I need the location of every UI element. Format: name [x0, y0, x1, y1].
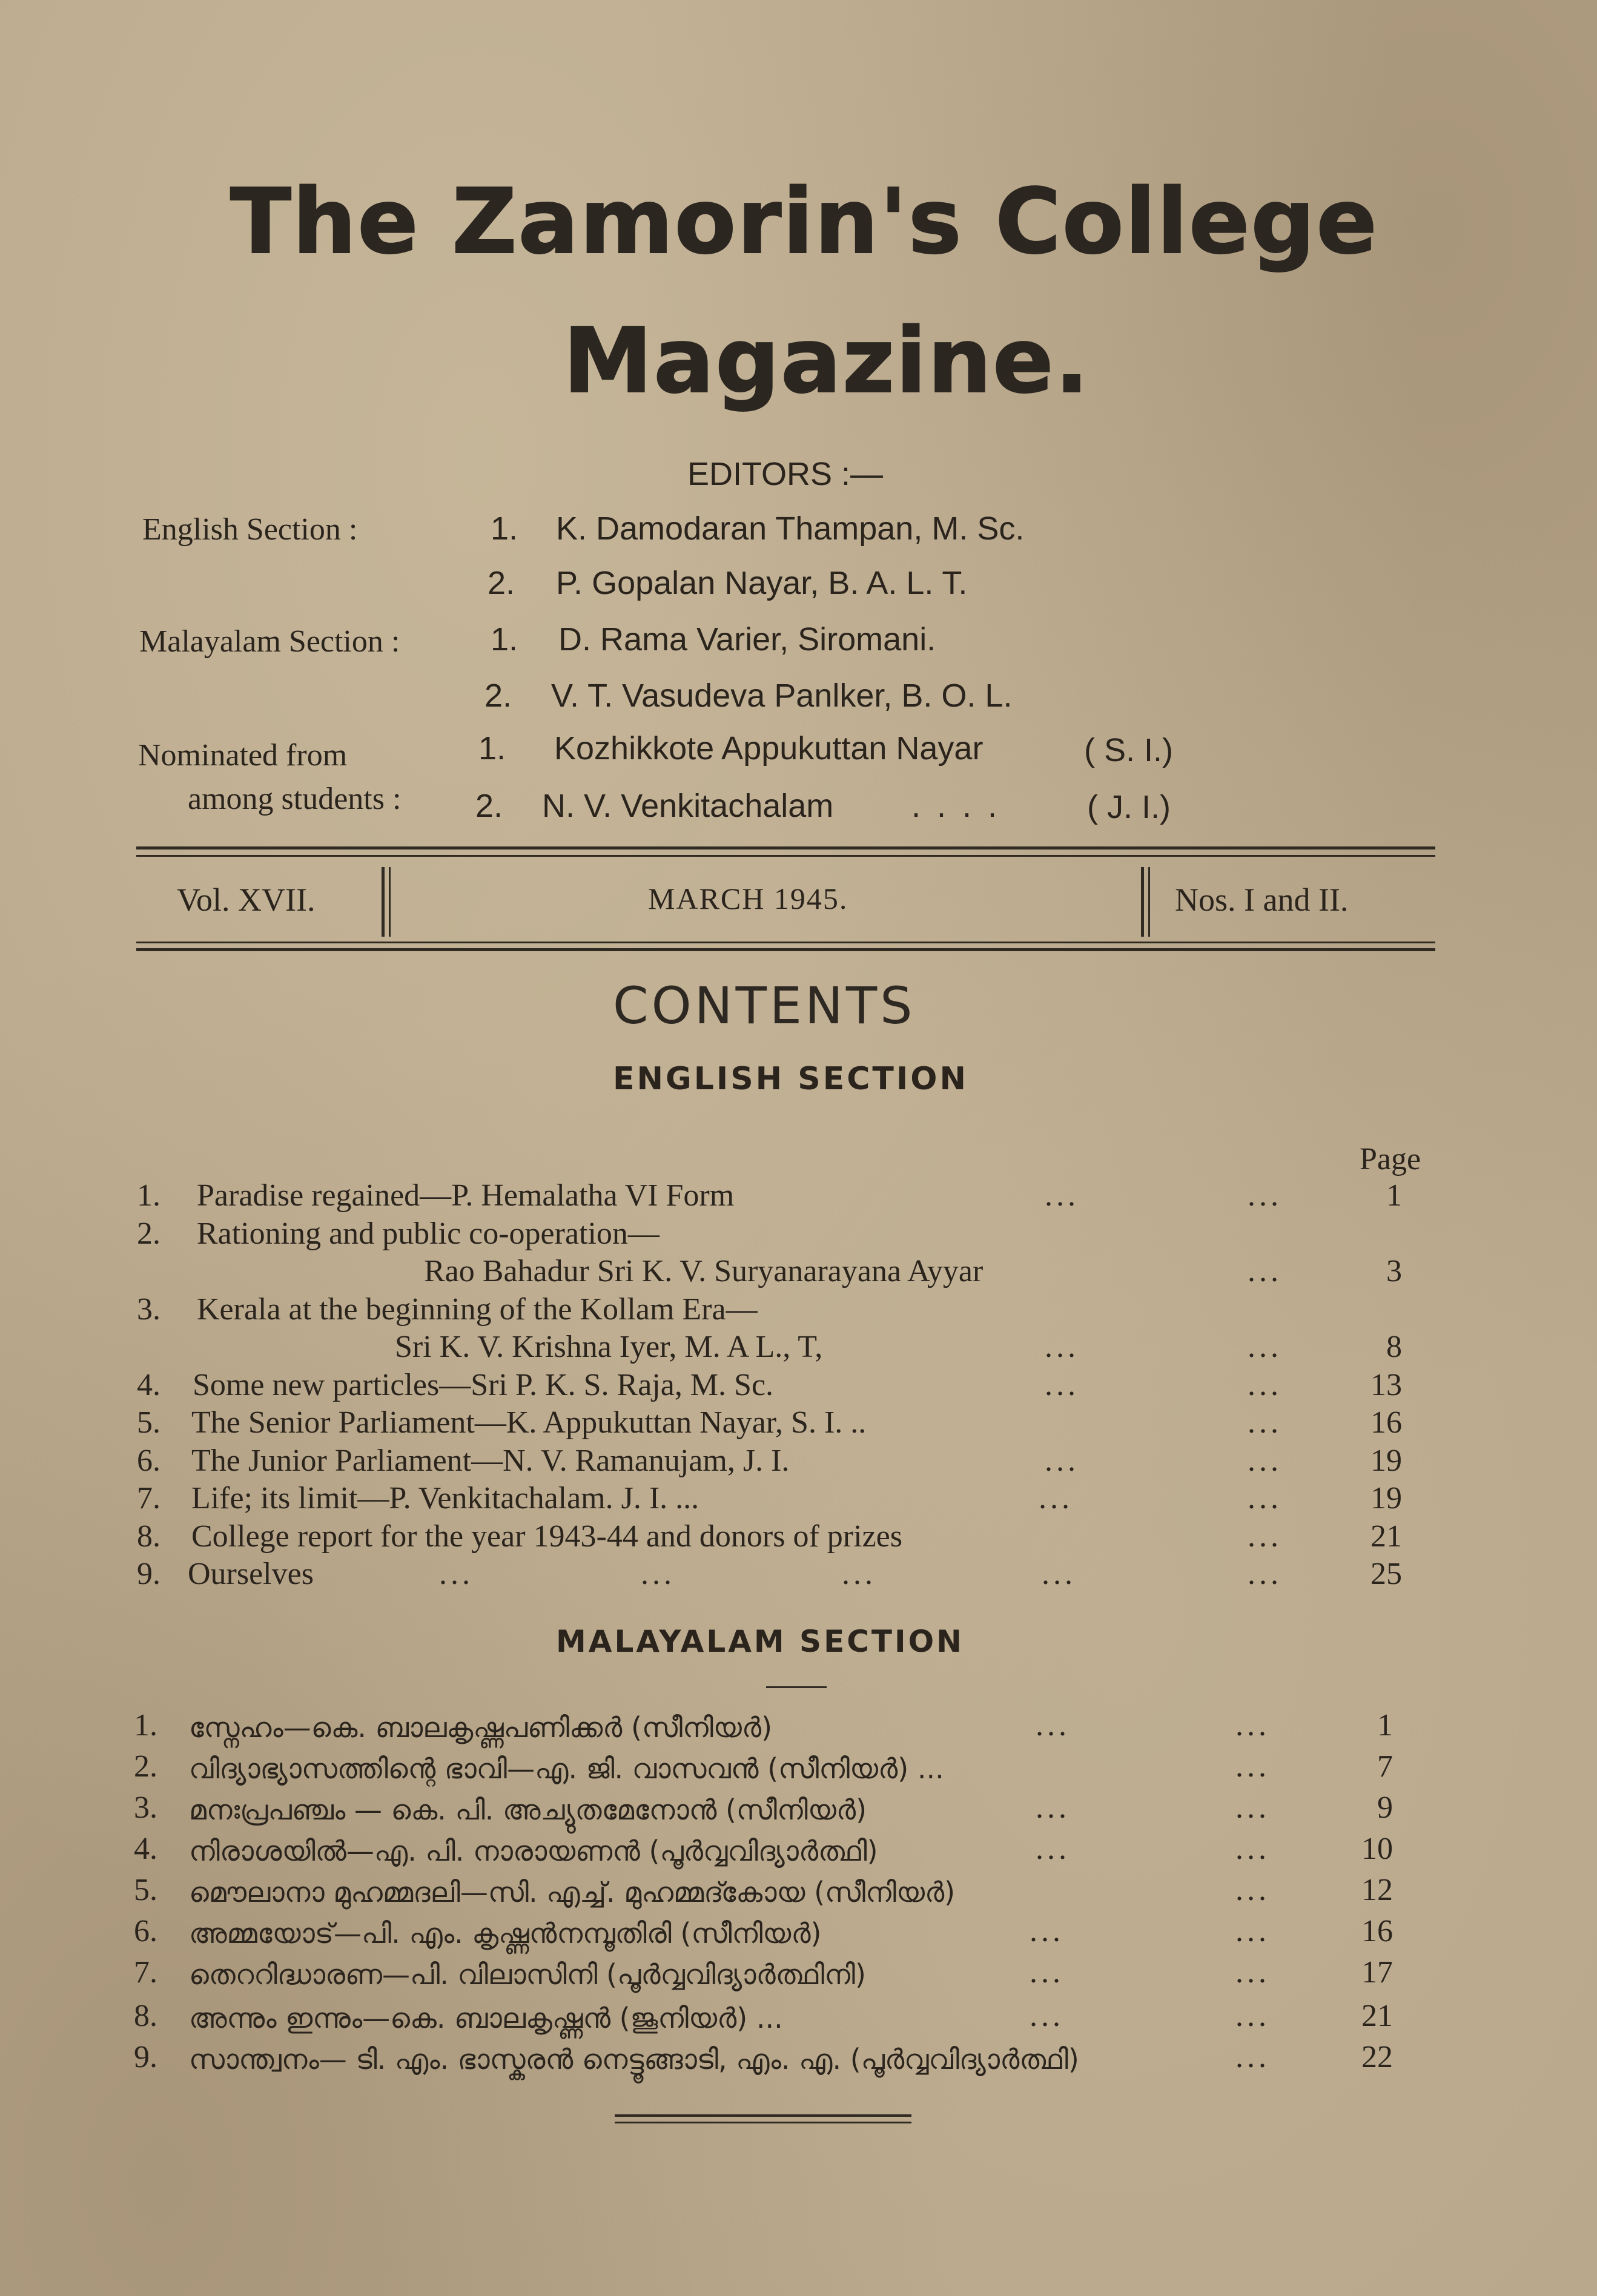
- issue-date: MARCH 1945.: [648, 882, 848, 915]
- toc-dots: ...: [439, 1557, 474, 1591]
- issue-divider-left-2: [389, 867, 391, 937]
- toc-title: Paradise regained—P. Hemalatha VI Form: [197, 1178, 735, 1213]
- volume-label: Vol. XVII.: [177, 882, 316, 918]
- toc-dots: ...: [1030, 1914, 1064, 1948]
- toc-dots: ...: [1248, 1368, 1282, 1402]
- editor-name: V. T. Vasudeva Panlker, B. O. L.: [551, 678, 1013, 714]
- malayalam-heading-underline: [766, 1686, 827, 1688]
- issue-divider-right: [1141, 867, 1144, 937]
- toc-title: മനഃപ്രപഞ്ചം — കെ. പി. അച്യുതമേനോൻ (സീനിയർ): [189, 1793, 867, 1826]
- bottom-rule-2: [615, 2122, 911, 2123]
- toc-title: അന്നും ഇന്നും—കെ. ബാലകൃഷ്ണൻ (ജൂനിയർ) ...: [189, 2002, 783, 2034]
- toc-dots: ...: [1235, 2040, 1270, 2074]
- toc-page: 12: [1361, 1873, 1393, 1907]
- toc-dots: ...: [1248, 1481, 1282, 1516]
- toc-page: 1: [1386, 1178, 1402, 1213]
- toc-page: 7: [1377, 1749, 1393, 1784]
- editor-number: 1.: [491, 510, 518, 547]
- editor-number: 2.: [488, 565, 515, 601]
- contents-heading: CONTENTS: [613, 976, 916, 1035]
- toc-number: 8.: [134, 1999, 157, 2033]
- toc-dots: ...: [1045, 1330, 1079, 1364]
- toc-dots: ...: [1036, 1708, 1070, 1743]
- toc-number: 4.: [137, 1368, 160, 1402]
- magazine-title-line-1: The Zamorin's College: [230, 170, 1378, 274]
- toc-number: 7.: [134, 1955, 157, 1990]
- issue-rule-top-2: [136, 855, 1435, 857]
- toc-dots: ...: [1030, 1999, 1064, 2033]
- editor-name: P. Gopalan Nayar, B. A. L. T.: [556, 565, 968, 601]
- toc-dots: ...: [1045, 1368, 1079, 1402]
- toc-dots: ...: [1039, 1481, 1073, 1516]
- toc-title: Rationing and public co-operation—: [197, 1216, 660, 1251]
- students-label-line-2: among students :: [188, 782, 402, 816]
- magazine-title-line-2: Magazine.: [563, 309, 1090, 413]
- toc-dots: ...: [1036, 1790, 1070, 1825]
- toc-dots: ...: [1045, 1178, 1079, 1213]
- editor-dots: . . . .: [911, 788, 1001, 824]
- toc-number: 6.: [134, 1914, 157, 1948]
- editor-number: 1.: [491, 621, 518, 658]
- toc-page: 10: [1361, 1832, 1393, 1866]
- toc-author: Rao Bahadur Sri K. V. Suryanarayana Ayyar: [424, 1254, 984, 1288]
- toc-number: 6.: [137, 1443, 160, 1478]
- toc-number: 5.: [137, 1405, 160, 1440]
- toc-dots: ...: [1042, 1557, 1076, 1591]
- toc-dots: ...: [641, 1557, 675, 1591]
- toc-title: നിരാശയിൽ—എ. പി. നാരായണൻ (പൂർവ്വവിദ്യാർത്ഥി): [189, 1835, 878, 1867]
- toc-dots: ...: [1248, 1557, 1282, 1591]
- toc-page: 16: [1361, 1914, 1393, 1948]
- toc-title: സാന്ത്വനം— ടി. എം. ഭാസ്കരൻ നെട്ടൂങ്ങാടി, എം. എ. (പൂർവ്വവിദ്യാർത്ഥി): [189, 2043, 1079, 2076]
- toc-page: 19: [1371, 1481, 1402, 1516]
- editor-number: 2.: [475, 788, 503, 824]
- editor-name: K. Damodaran Thampan, M. Sc.: [556, 510, 1025, 547]
- toc-page: 3: [1386, 1254, 1402, 1288]
- toc-page: 25: [1371, 1557, 1402, 1591]
- toc-title: Kerala at the beginning of the Kollam Era—: [197, 1292, 758, 1327]
- malayalam-section-heading: MALAYALAM SECTION: [556, 1624, 964, 1659]
- toc-number: 3.: [134, 1790, 157, 1825]
- toc-title: Life; its limit—P. Venkitachalam. J. I. ...: [191, 1481, 699, 1516]
- toc-page: 22: [1361, 2040, 1393, 2074]
- editor-number: 2.: [484, 678, 512, 714]
- toc-page: 17: [1361, 1955, 1393, 1990]
- issue-rule-bottom-2: [136, 948, 1435, 951]
- toc-number: 2.: [137, 1216, 160, 1251]
- toc-title: The Junior Parliament—N. V. Ramanujam, J. I.: [191, 1443, 790, 1478]
- toc-number: 1.: [137, 1178, 160, 1213]
- editor-name: Kozhikkote Appukuttan Nayar: [554, 730, 984, 767]
- english-section-heading: ENGLISH SECTION: [613, 1061, 968, 1097]
- toc-number: 1.: [134, 1708, 157, 1743]
- toc-dots: ...: [1248, 1330, 1282, 1364]
- toc-title: Some new particles—Sri P. K. S. Raja, M. Sc.: [193, 1368, 774, 1402]
- toc-dots: ...: [1248, 1519, 1282, 1554]
- toc-dots: ...: [1248, 1405, 1282, 1440]
- toc-dots: ...: [1235, 1955, 1270, 1990]
- toc-number: 5.: [134, 1873, 157, 1907]
- toc-title: വിദ്യാഭ്യാസത്തിന്റെ ഭാവി—എ. ജി. വാസവൻ (സീനിയർ) ...: [189, 1752, 944, 1785]
- toc-dots: ...: [1235, 1749, 1270, 1784]
- toc-dots: ...: [1235, 1999, 1270, 2033]
- editor-name: D. Rama Varier, Siromani.: [558, 621, 936, 658]
- toc-title: മൌലാനാ മുഹമ്മദലി—സി. എച്ച്. മുഹമ്മദ്കോയ (സീനിയർ): [189, 1876, 956, 1908]
- toc-number: 9.: [137, 1557, 160, 1591]
- english-section-label: English Section :: [142, 512, 358, 547]
- toc-dots: ...: [842, 1557, 876, 1591]
- issue-rule-top-1: [136, 846, 1435, 849]
- editor-name: N. V. Venkitachalam: [542, 788, 834, 824]
- toc-dots: ...: [1045, 1443, 1079, 1478]
- toc-dots: ...: [1248, 1443, 1282, 1478]
- toc-title: സ്നേഹം—കെ. ബാലകൃഷ്ണപണിക്കർ (സീനിയർ): [189, 1711, 773, 1744]
- toc-dots: ...: [1235, 1790, 1270, 1825]
- toc-page: 13: [1371, 1368, 1402, 1402]
- toc-page: 1: [1377, 1708, 1393, 1743]
- toc-title: The Senior Parliament—K. Appukuttan Nayar, S. I. ..: [191, 1405, 867, 1440]
- page-column-label: Page: [1360, 1142, 1421, 1176]
- editor-tag: ( J. I.): [1087, 789, 1171, 825]
- toc-dots: ...: [1235, 1832, 1270, 1866]
- toc-page: 9: [1377, 1790, 1393, 1825]
- toc-title: അമ്മയോട്—പി. എം. കൃഷ്ണൻനമ്പൂതിരി (സീനിയർ): [189, 1917, 822, 1950]
- issue-divider-right-2: [1148, 867, 1150, 937]
- toc-title: College report for the year 1943-44 and donors of prizes: [191, 1519, 902, 1554]
- toc-title: Ourselves: [188, 1557, 314, 1591]
- editor-number: 1.: [478, 730, 506, 767]
- toc-dots: ...: [1235, 1708, 1270, 1743]
- toc-page: 16: [1371, 1405, 1402, 1440]
- toc-dots: ...: [1248, 1178, 1282, 1213]
- editors-heading: EDITORS :—: [687, 456, 884, 492]
- toc-page: 19: [1371, 1443, 1402, 1478]
- toc-author: Sri K. V. Krishna Iyer, M. A L., T,: [395, 1330, 823, 1364]
- toc-number: 9.: [134, 2040, 157, 2074]
- bottom-rule-1: [615, 2114, 911, 2117]
- issue-numbers: Nos. I and II.: [1175, 882, 1349, 918]
- toc-page: 21: [1361, 1999, 1393, 2033]
- toc-page: 21: [1371, 1519, 1402, 1554]
- malayalam-section-label: Malayalam Section :: [139, 624, 400, 659]
- toc-dots: ...: [1036, 1832, 1070, 1866]
- toc-title: തെററിദ്ധാരണ—പി. വിലാസിനി (പൂർവ്വവിദ്യാർത്ഥിനി): [189, 1958, 866, 1991]
- toc-number: 3.: [137, 1292, 160, 1327]
- toc-dots: ...: [1235, 1914, 1270, 1948]
- issue-rule-bottom-1: [136, 942, 1435, 943]
- students-label-line-1: Nominated from: [138, 738, 348, 773]
- toc-dots: ...: [1235, 1873, 1270, 1907]
- toc-page: 8: [1386, 1330, 1402, 1364]
- toc-dots: ...: [1248, 1254, 1282, 1288]
- toc-number: 4.: [134, 1832, 157, 1866]
- editor-tag: ( S. I.): [1084, 732, 1173, 768]
- toc-number: 7.: [137, 1481, 160, 1516]
- issue-divider-left: [382, 867, 385, 937]
- toc-number: 8.: [137, 1519, 160, 1554]
- toc-number: 2.: [134, 1749, 157, 1784]
- toc-dots: ...: [1030, 1955, 1064, 1990]
